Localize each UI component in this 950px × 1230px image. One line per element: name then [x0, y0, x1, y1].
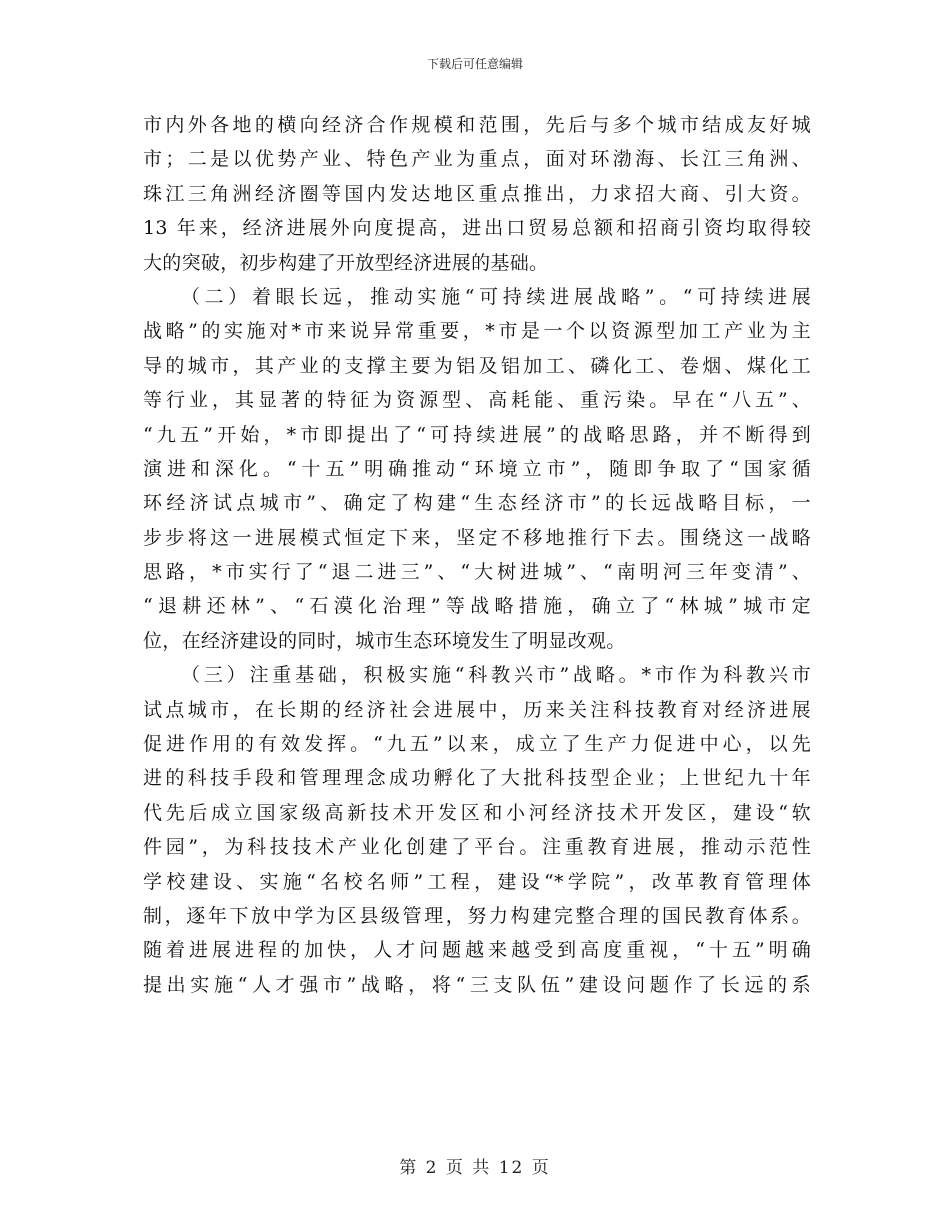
document-body	[143, 108, 811, 1002]
text-line: 学校建设、实施“名校名师”工程，建设“*学院”，改革教育管理体	[143, 870, 811, 893]
text-line: 试点城市，在长期的经济社会进展中，历来关注科技教育对经济进展	[143, 698, 811, 721]
text-line: 提出实施“人才强市”战略，将“三支队伍”建设问题作了长远的系	[143, 973, 811, 996]
text-line: 市；二是以优势产业、特色产业为重点，面对环渤海、长江三角洲、	[143, 148, 811, 171]
text-line: 等行业，其显著的特征为资源型、高耗能、重污染。早在“八五”、	[143, 389, 811, 412]
text-line: 件园”，为科技技术产业化创建了平台。注重教育进展，推动示范性	[143, 836, 811, 859]
page-header: 下载后可任意编辑	[426, 57, 523, 71]
text-line: （二）着眼长远，推动实施“可持续进展战略”。“可持续进展	[181, 285, 811, 308]
text-line: 位，在经济建设的同时，城市生态环境发生了明显改观。	[143, 629, 626, 652]
text-line: 大的突破，初步构建了开放型经济进展的基础。	[143, 251, 549, 274]
text-line: “九五”开始，*市即提出了“可持续进展”的战略思路，并不断得到	[143, 423, 811, 446]
text-line: “退耕还林”、“石漠化治理”等战略措施，确立了“林城”城市定	[143, 595, 811, 618]
text-line: 13 年来，经济进展外向度提高，进出口贸易总额和招商引资均取得较	[143, 217, 811, 240]
text-line: 思路，*市实行了“退二进三”、“大树进城”、“南明河三年变清”、	[143, 561, 811, 584]
page-number: 第 2 页 共 12 页	[399, 1158, 551, 1178]
text-line: （三）注重基础，积极实施“科教兴市”战略。*市作为科教兴市	[181, 664, 811, 687]
paragraph	[143, 658, 811, 1002]
text-line: 演进和深化。“十五”明确推动“环境立市”，随即争取了“国家循	[143, 457, 811, 480]
text-line: 制，逐年下放中学为区县级管理，努力构建完整合理的国民教育体系。	[143, 904, 811, 927]
text-line: 珠江三角洲经济圈等国内发达地区重点推出，力求招大商、引大资。	[143, 182, 811, 205]
text-line: 代先后成立国家级高新技术开发区和小河经济技术开发区，建设“软	[143, 801, 811, 824]
text-line: 进的科技手段和管理理念成功孵化了大批科技型企业；上世纪九十年	[143, 767, 811, 790]
paragraph	[143, 280, 811, 658]
text-line: 随着进展进程的加快，人才问题越来越受到高度重视，“十五”明确	[143, 939, 811, 962]
text-line: 战略”的实施对*市来说异常重要，*市是一个以资源型加工产业为主	[143, 320, 811, 343]
text-line: 促进作用的有效发挥。“九五”以来，成立了生产力促进中心，以先	[143, 733, 811, 756]
text-line: 导的城市，其产业的支撑主要为铝及铝加工、磷化工、卷烟、煤化工	[143, 354, 811, 377]
text-line: 市内外各地的横向经济合作规模和范围，先后与多个城市结成友好城	[143, 114, 811, 136]
text-line: 环经济试点城市”、确定了构建“生态经济市”的长远战略目标，一	[143, 492, 811, 515]
text-line: 步步将这一进展模式恒定下来，坚定不移地推行下去。围绕这一战略	[143, 526, 811, 549]
paragraph	[143, 108, 811, 280]
